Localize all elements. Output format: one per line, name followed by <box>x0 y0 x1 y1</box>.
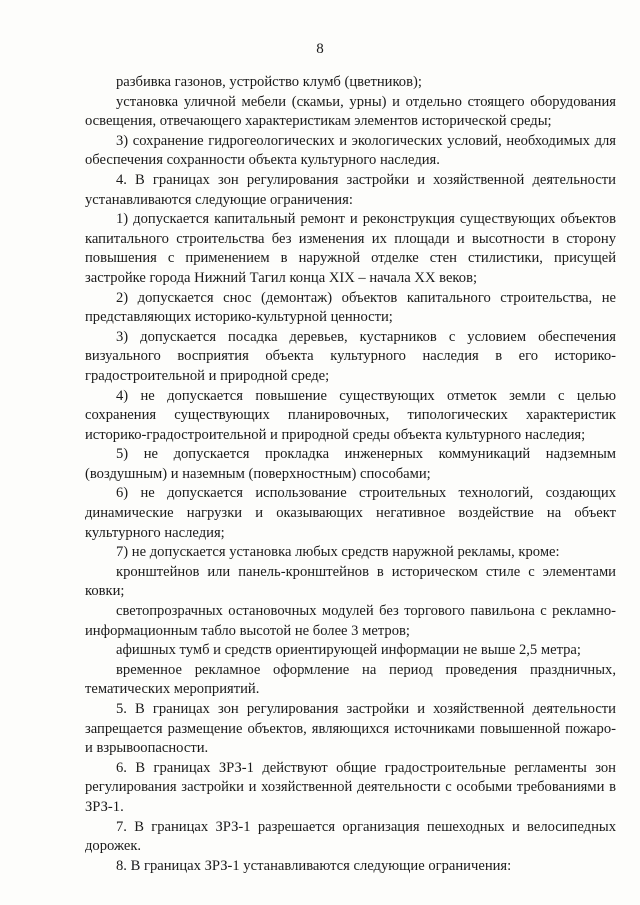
paragraph: установка уличной мебели (скамьи, урны) и отдельно стоящего оборудования освещения, отвечающего характеристикам элементов исторической среды; <box>85 93 616 130</box>
document-body <box>85 73 616 876</box>
paragraph: 4. В границах зон регулирования застройки и хозяйственной деятельности устанавливаются следующие ограничения: <box>85 171 616 208</box>
paragraph: 8. В границах ЗРЗ-1 устанавливаются следующие ограничения: <box>116 857 512 874</box>
paragraph: 7) не допускается установка любых средств наружной рекламы, кроме: <box>116 544 560 561</box>
paragraph: 7. В границах ЗРЗ-1 разрешается организация пешеходных и велосипедных дорожек. <box>85 818 616 855</box>
paragraph: временное рекламное оформление на период проведения праздничных, тематических мероприятий. <box>85 661 616 698</box>
paragraph: 4) не допускается повышение существующих отметок земли с целью сохранения существующих планировочных, типологических характеристик историко-градостроительной и природной среды объекта культурного наследия; <box>85 387 616 443</box>
paragraph: 6. В границах ЗРЗ-1 действуют общие градостроительные регламенты зон регулирования застройки и хозяйственной деятельности с особыми требованиями в ЗРЗ-1. <box>85 759 616 815</box>
paragraph: 3) сохранение гидрогеологических и экологических условий, необходимых для обеспечения сохранности объекта культурного наследия. <box>85 132 616 169</box>
paragraph: афишных тумб и средств ориентирующей информации не выше 2,5 метра; <box>116 642 581 659</box>
paragraph: разбивка газонов, устройство клумб (цветников); <box>116 74 422 90</box>
paragraph: 6) не допускается использование строительных технологий, создающих динамические нагрузки и оказывающих негативное воздействие на объект культурного наследия; <box>85 485 616 541</box>
paragraph: 3) допускается посадка деревьев, кустарников с условием обеспечения визуального восприятия объекта культурного наследия в его историко-градостроительной и природной среде; <box>85 328 616 384</box>
paragraph: 1) допускается капитальный ремонт и реконструкция существующих объектов капитального строительства без изменения их площади и высотности в сторону повышения с применением в наружной отделке стен стилистики, присущей застройке города Нижний Тагил конца XIX – начала XX веков; <box>85 211 616 286</box>
paragraph: 2) допускается снос (демонтаж) объектов капитального строительства, не представляющих историко-культурной ценности; <box>85 289 616 326</box>
paragraph: кронштейнов или панель-кронштейнов в историческом стиле с элементами ковки; <box>85 563 616 600</box>
paragraph: 5. В границах зон регулирования застройки и хозяйственной деятельности запрещается размещение объектов, являющихся источниками повышенной пожаро- и взрывоопасности. <box>85 701 616 757</box>
paragraph: светопрозрачных остановочных модулей без торгового павильона с рекламно-информационным табло высотой не более 3 метров; <box>85 603 616 639</box>
paragraph: 5) не допускается прокладка инженерных коммуникаций надземным (воздушным) и наземным (поверхностным) способами; <box>85 446 616 482</box>
page-number: 8 <box>316 41 324 57</box>
